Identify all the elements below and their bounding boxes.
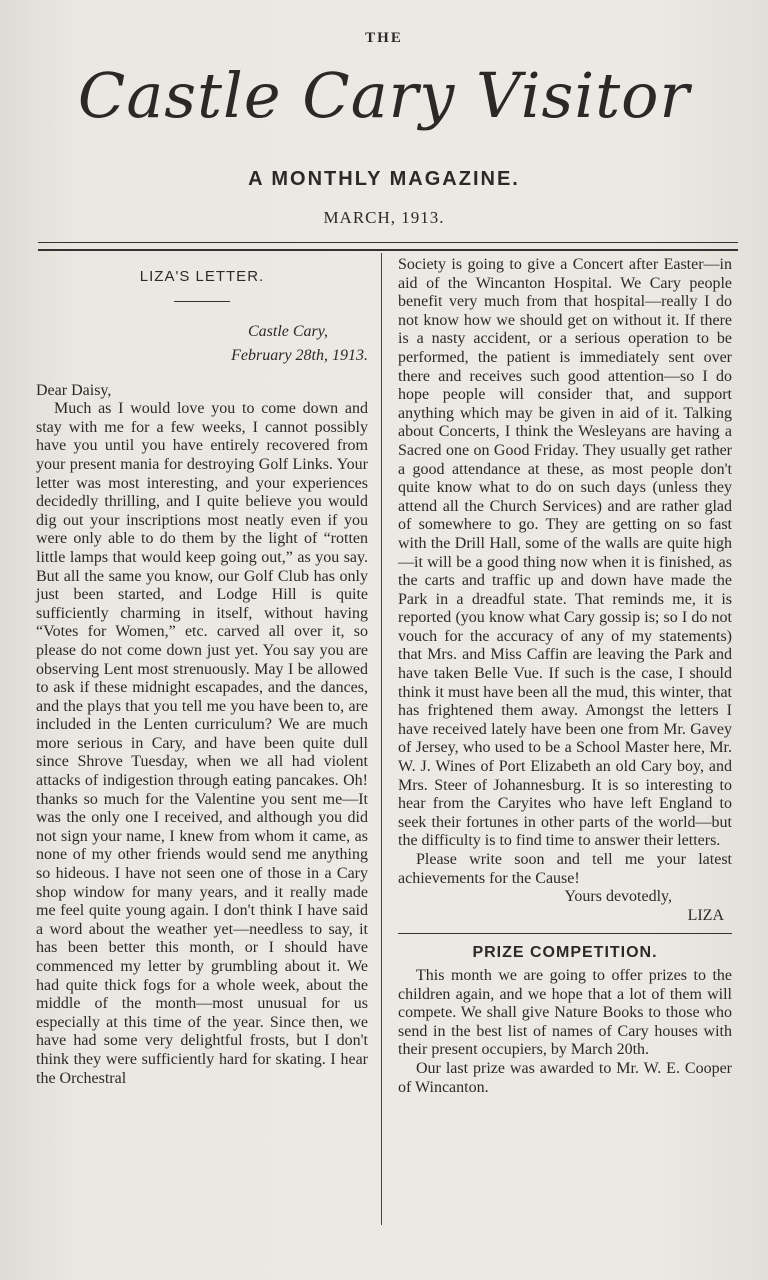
letter-closing-paragraph: Please write soon and tell me your latest achievements for the Cause! (398, 851, 732, 887)
masthead-subtitle: A MONTHLY MAGAZINE. (248, 168, 520, 190)
letter-body-right: Society is going to give a Concert after Easter—in aid of the Wincanton Hospital. We Cary people benefit very much from that hospital—really I do not know how we should get on without it. If there is a nasty accident, or a serious operation to be performed, the patient is immediately sent over there and receives such good attention—so I do hope people will consider that, and support anything which may be given in aid of it. Talking about Concerts, I think the Wesleyans are having a Sacred one on Good Friday. They usually get rather a good attendance at these, as most people don't quite know what to do on such days (unless they attend all the Church Services) and are rather glad of somewhere to go. They are getting on so fast with the Drill Hall, some of the walls are quite high—it will be a good thing now when it is finished, as the carts and traffic up and down have made the Park in a dreadful state. That reminds me, it is reported (you know what Cary gossip is; so I do not vouch for the accuracy of any of my statements) that Mrs. and Miss Caffin are leaving the Park and have taken Belle Vue. If such is the case, I should think it must have been all the mud, this winter, that has frightened them away. Amongst the letters I have received lately have been one from Mr. Gavey of Jersey, who used to be a School Master here, Mr. W. J. Wines of Port Elizabeth an old Cary boy, and Mrs. Steer of Johannesburg. It is so interesting to hear from the Caryites who have left England to seek their fortunes in other parts of the world—but the difficulty is to find time to answer their letters. (398, 256, 732, 850)
dateline-date: February 28th, 1913. (231, 346, 368, 364)
masthead-rule (38, 242, 738, 251)
article-heading: LIZA'S LETTER. (139, 268, 265, 285)
letter-signature: LIZA (687, 906, 724, 924)
heading-rule (174, 301, 230, 302)
section-rule (398, 933, 732, 934)
dateline (36, 320, 368, 368)
column-divider (381, 253, 382, 1225)
prize-paragraph-1: This month we are going to offer prizes to the children again, and we hope that a lot of them will compete. We shall give Nature Books to those who send in the best list of names of Cary houses with their present occupiers, by March 20th. (398, 966, 732, 1059)
masthead-the: THE (365, 30, 403, 46)
masthead-title: Castle Cary Visitor (77, 59, 691, 132)
dateline-place: Castle Cary, (247, 322, 328, 340)
issue-date: MARCH, 1913. (323, 208, 445, 227)
right-column (398, 256, 732, 1097)
prize-heading: PRIZE COMPETITION. (472, 944, 658, 962)
left-column (36, 268, 368, 1088)
letter-body-left: Much as I would love you to come down and stay with me for a few weeks, I cannot possibly have you until you have entirely recovered from your present mania for destroying Golf Links. Your letter was most interesting, and your experiences decidedly thrilling, and I quite believe you would dig out your inscriptions most neatly even if you were only able to do them by the light of “rotten little lamps that would keep going out,” as you say. But all the same you know, our Golf Club has only just been started, and Lodge Hill is quite sufficiently charming in itself, without having “Votes for Women,” etc. carved all over it, so please do not come down just yet. You say you are observing Lent most strenuously. May I be allowed to ask if these midnight escapades, and the dances, and the plays that you tell me you have been to, are included in the Lenten curriculum? We are much more serious in Cary, and have been quite dull since Shrove Tuesday, when we all had violent attacks of indigestion through eating pancakes. Oh! thanks so much for the Valentine you sent me—It was the only one I received, and although you did not sign your name, I knew from whom it came, as none of my other friends would send me anything so hideous. I have not seen one of those in a Cary shop window for many years, and it really made me feel quite young again. I don't think I have said a word about the weather yet—needless to say, it has been better this month, or I should have commenced my letter by grumbling about it. We had quite thick fogs for a whole week, about the middle of the month—most unusual for us especially at this time of the year. Since then, we have had some very delightful frosts, but I don't think they were sufficiently hard for skating. I hear the Orchestral (36, 400, 368, 1087)
prize-paragraph-2: Our last prize was awarded to Mr. W. E. Cooper of Wincanton. (398, 1059, 732, 1096)
letter-closing: Yours devotedly, (564, 888, 672, 906)
salutation: Dear Daisy, (36, 381, 112, 399)
